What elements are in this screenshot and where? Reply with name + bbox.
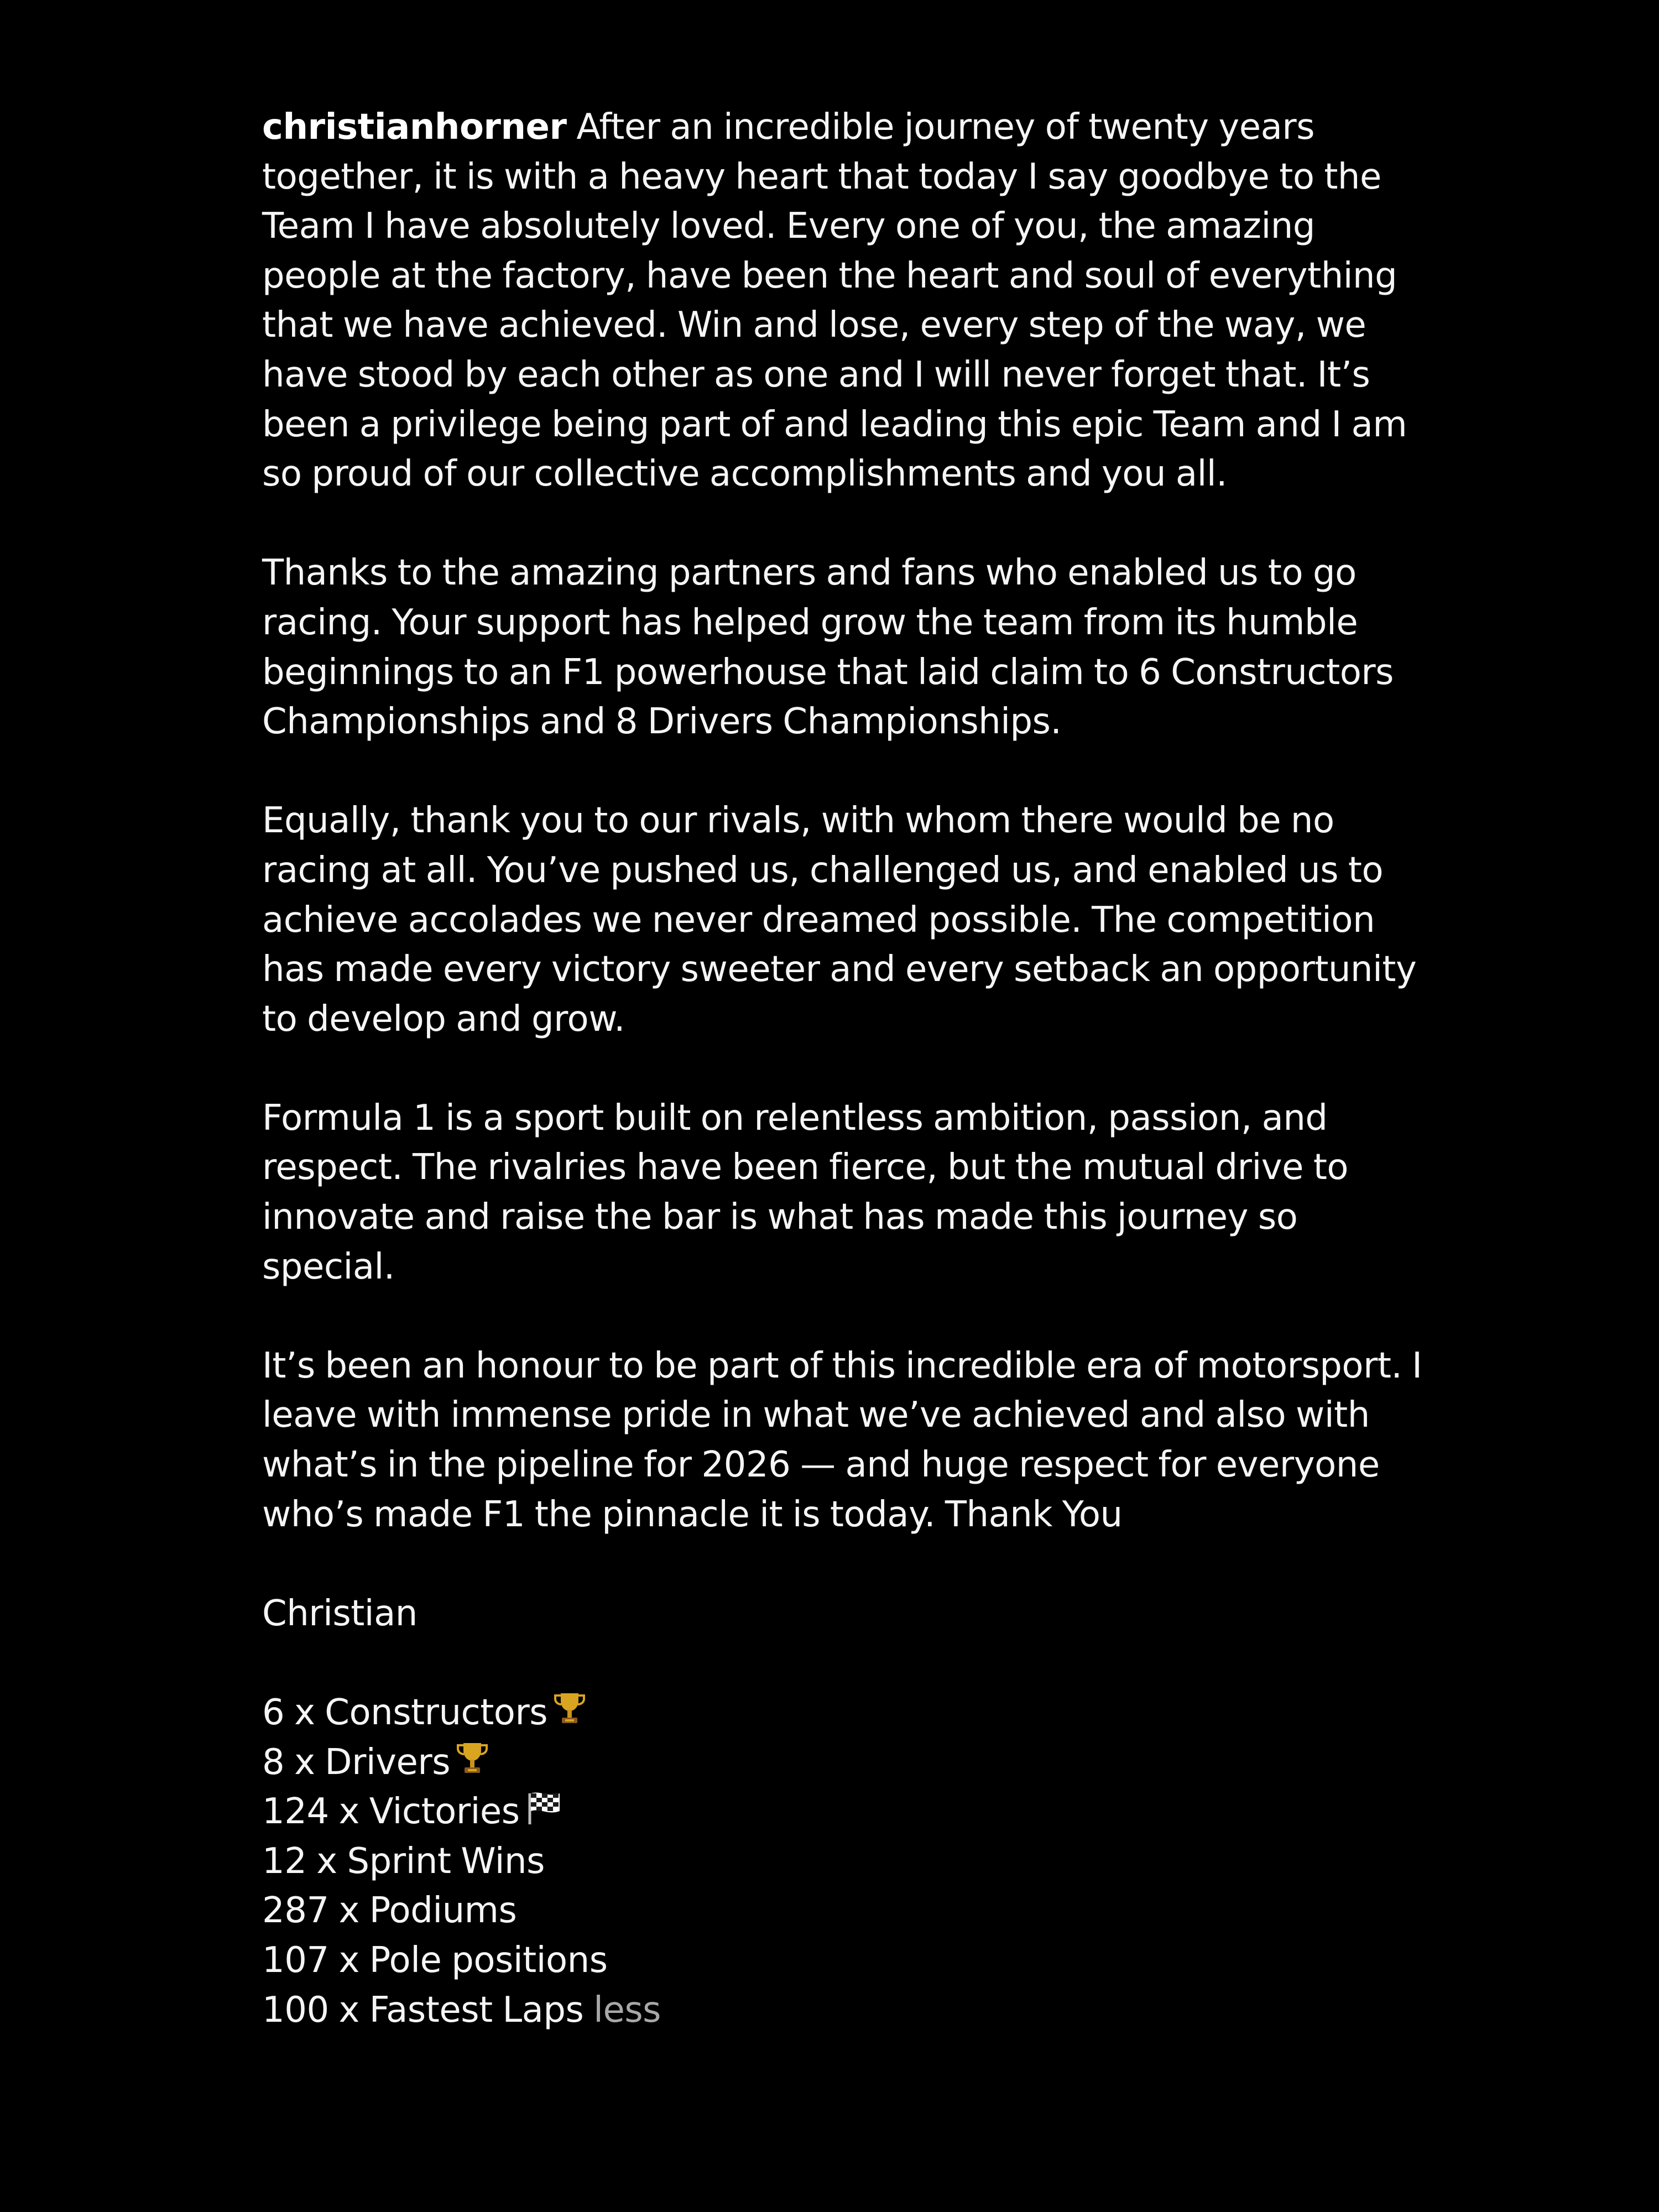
stat-text: 287 x Podiums bbox=[262, 1890, 517, 1932]
caption-honour-paragraph: It’s been an honour to be part of this incredible era of motorsport. I leave with immense pride in what we’ve achieved and also with what’s in the pipeline for 2026 — and huge respect for everyone who’s made F1 the pinnacle it is today. Thank You bbox=[262, 1345, 1422, 1535]
chequered-flag-icon bbox=[524, 1789, 564, 1840]
caption-intro-text: After an incredible journey of twenty years together, it is with a heavy heart that today I say goodbye to the Team I have absolutely loved. Every one of you, the amazing people at the factory, have been the heart and soul of everything that we have achieved. Win and lose, every step of the way, we have stood by each other as one and I will never forget that. It’s been a privilege being part of and leading this epic Team and I am so proud of our collective accomplishments and you all. bbox=[262, 107, 1407, 495]
caption-signoff: Christian bbox=[262, 1593, 418, 1634]
stat-item-pole-positions bbox=[262, 1936, 1434, 1986]
caption-intro-paragraph bbox=[262, 103, 1434, 499]
username-link[interactable]: christianhorner bbox=[262, 107, 567, 148]
caption-rivals-paragraph: Equally, thank you to our rivals, with whom there would be no racing at all. You’ve pushed us, challenged us, and enabled us to achieve accolades we never dreamed possible. The competition has made every victory sweeter and every setback an opportunity to develop and grow. bbox=[262, 800, 1417, 1040]
stat-item-fastest-laps bbox=[262, 1986, 1434, 2036]
stat-text: 12 x Sprint Wins bbox=[262, 1840, 545, 1882]
less-button[interactable]: less bbox=[593, 1989, 661, 2031]
stats-list bbox=[262, 1688, 1434, 2035]
stat-text: 100 x Fastest Laps bbox=[262, 1989, 584, 2031]
stat-item-drivers bbox=[262, 1738, 1434, 1788]
trophy-icon bbox=[552, 1690, 587, 1741]
trophy-icon bbox=[455, 1740, 490, 1791]
post-caption bbox=[262, 103, 1434, 2035]
caption-partners-paragraph: Thanks to the amazing partners and fans who enabled us to go racing. Your support has helped grow the team from its humble beginnings to an F1 powerhouse that laid claim to 6 Constructors Championships and 8 Drivers Championships. bbox=[262, 552, 1394, 743]
stat-item-podiums bbox=[262, 1886, 1434, 1936]
stat-item-victories bbox=[262, 1787, 1434, 1837]
stat-text: 124 x Victories bbox=[262, 1791, 520, 1833]
stat-text: 107 x Pole positions bbox=[262, 1939, 608, 1981]
stat-item-sprint-wins bbox=[262, 1837, 1434, 1887]
stat-text: 8 x Drivers bbox=[262, 1741, 451, 1783]
stat-item-constructors bbox=[262, 1688, 1434, 1738]
caption-formula-paragraph: Formula 1 is a sport built on relentless ambition, passion, and respect. The rivalries have been fierce, but the mutual drive to innovate and raise the bar is what has made this journey so special. bbox=[262, 1097, 1349, 1287]
stat-text: 6 x Constructors bbox=[262, 1692, 548, 1733]
